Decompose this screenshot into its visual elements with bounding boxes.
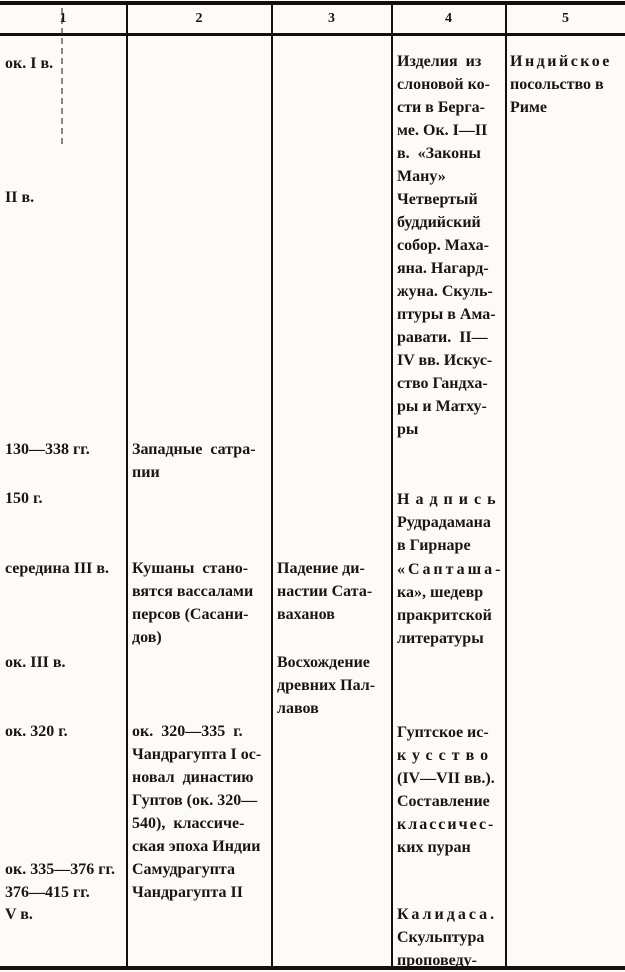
column-header-2: 2 [195,11,203,26]
cell-line: кусство [397,747,495,764]
cell-line: ок. 320—335 г. [132,723,243,740]
cell-line: Надпись [397,491,502,508]
table-top-border [0,1,625,5]
cell-line: ме. Ок. I—II [397,122,488,139]
cell-line: Скульптура [397,929,485,946]
table-cell [5,438,125,461]
cell-line: вятся вассалами [132,583,254,600]
cell-line: слоновой ко- [397,76,490,93]
cell-line: ок. 335—376 гг. [5,861,115,878]
cell-line: IV вв. Искус- [397,352,493,369]
cell-line: яна. Нагард- [397,260,489,277]
cell-line: 540), классиче- [132,815,245,832]
table-cell [132,881,270,904]
cell-line: древних Пал- [277,677,376,694]
cell-line: птуры в Ама- [397,306,496,323]
cell-line: персов (Сасани- [132,606,249,623]
cell-line: ры и Матху- [397,398,487,415]
cell-line: в. «Законы [397,145,481,162]
cell-line: Чандрагупта II [132,884,243,901]
table-cell [397,50,504,188]
cell-line: литературы [397,630,484,647]
cell-line: Падение ди- [277,560,365,577]
cell-line: ких пуран [397,839,471,856]
table-cell [132,557,270,649]
table-cell [5,487,125,510]
cell-line: пракритской [397,607,492,624]
cell-line: Гуптское ис- [397,724,489,741]
table-bottom-border [0,966,625,970]
cell-line: Изделия из [397,53,482,70]
cell-line: ка», шедевр [397,584,484,601]
table-cell [277,651,390,720]
table-cell [5,651,125,674]
cell-line: Четвертый [397,191,478,208]
table-header-border [0,33,625,36]
cell-line: Кушаны стано- [132,560,249,577]
cell-line: II в. [5,189,35,206]
cell-line: Гуптов (ок. 320— [132,792,258,809]
cell-line: собор. Маха- [397,237,490,254]
table-cell [397,721,504,859]
table-cell [397,188,504,441]
cell-line: пии [132,464,160,481]
table-cell [510,50,624,119]
table-cell [5,720,125,743]
cell-line: 150 г. [5,490,43,507]
cell-line: ок. I в. [5,55,54,72]
column-divider-3 [391,2,393,969]
table-cell [277,557,390,626]
cell-line: дов) [132,629,162,646]
table-cell [5,903,125,926]
cell-line: равати. II— [397,329,488,346]
cell-line: Западные сатра- [132,441,256,458]
cell-line: Индийское [510,53,612,70]
cell-line: Чандрагупта I ос- [132,746,262,763]
cell-line: новал династию [132,769,254,786]
column-header-4: 4 [445,11,452,26]
table-cell [5,557,125,580]
column-divider-4 [505,2,507,969]
cell-line: посольство в [510,76,604,93]
cell-line: ваханов [277,606,335,623]
column-divider-2 [271,2,273,969]
cell-line: настии Сата- [277,583,373,600]
cell-line: Восхождение [277,654,370,671]
table-cell [132,438,270,484]
table-cell [397,488,504,557]
cell-line: «Сапташа- [397,561,504,578]
cell-line: в Гирнаре [397,537,471,554]
table-cell [397,558,504,650]
cell-line: классичес- [397,816,496,833]
cell-line: ство Гандха- [397,375,488,392]
column-divider-1 [126,2,128,969]
cell-line: Калидаса. [397,906,498,923]
cell-line: лавов [277,700,319,717]
table-cell [5,186,125,209]
cell-line: ры [397,421,419,438]
cell-line: проповеду- [397,952,477,969]
table-cell [397,903,504,972]
table-cell [5,881,125,904]
table-cell [5,52,125,75]
column-header-3: 3 [328,11,335,26]
cell-line: (IV—VII вв.). [397,770,495,787]
cell-line: ок. 320 г. [5,723,68,740]
cell-line: 130—338 гг. [5,441,90,458]
column-header-5: 5 [562,11,569,26]
cell-line: ская эпоха Индии [132,838,261,855]
cell-line: Рудрадамана [397,514,491,531]
table-cell [132,720,270,858]
cell-line: Самудрагупта [132,861,235,878]
cell-line: 376—415 гг. [5,884,90,901]
cell-line: сти в Берга- [397,99,485,116]
cell-line: буддийский [397,214,481,231]
cell-line: Ману» [397,168,446,185]
cell-line: середина III в. [5,560,110,577]
column-header-1: 1 [59,11,67,26]
table-cell [132,858,270,881]
cell-line: ок. III в. [5,654,66,671]
table-cell [5,858,125,881]
cell-line: V в. [5,906,33,923]
cell-line: жуна. Скуль- [397,283,493,300]
cell-line: Риме [510,99,547,116]
cell-line: Составление [397,793,490,810]
